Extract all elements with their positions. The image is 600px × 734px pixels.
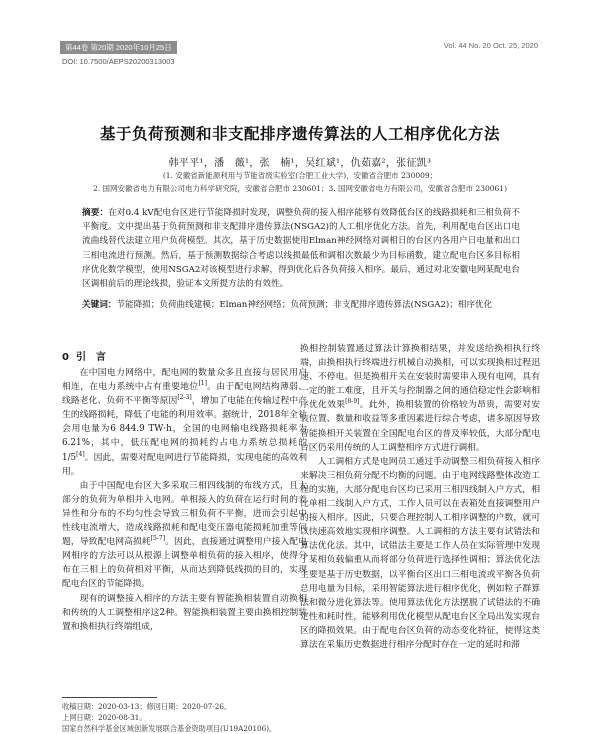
paragraph-text: ，增加了电能在传输过程中产生的线路损耗，降低了电能的利用效率。据统计，2018年全社会用电量为6 844.9 TW·h，全国的电网输电线路损耗率为6.21%，其中，低压配电网的损耗约占电力系统总损耗的1/5 [62, 396, 307, 463]
footnote-divider [62, 697, 157, 698]
citation[interactable]: [4] [76, 450, 85, 458]
affiliation-line-2: 2. 国网安徽省电力有限公司电力科学研究院，安徽省合肥市 230601；3. 国网安徽省电力有限公司，安徽省合肥市 230061) [92, 184, 508, 193]
affiliation-line-1: (1. 安徽省新能源利用与节能省级实验室(合肥工业大学)，安徽省合肥市 230009； [162, 171, 438, 180]
keywords [82, 298, 520, 312]
right-column [300, 342, 540, 652]
paragraph-text: 。因此，直接通过调整用户接入配电网相序的方法可以从根源上调整单相负荷的接入相序，使得分布在三相上的负荷相对平衡，从而达到降低线损的目的，实现配电台区的节能降损。 [62, 537, 307, 590]
left-column [62, 366, 307, 634]
citation[interactable]: [2-3] [177, 394, 192, 402]
keywords-text: 节能降损；负荷曲线建模；Elman神经网络；负荷预测；非支配排序遗传算法(NSGA2)；相序优化 [116, 300, 493, 310]
journal-issue-en: Vol. 44 No. 20 Oct. 25, 2020 [443, 41, 538, 50]
paragraph-text: 。由于配电网结构薄弱、线路老化、负荷不平衡等原因 [62, 382, 307, 407]
footnote-received: 收稿日期：2020-03-13；修回日期：2020-07-26。 [62, 702, 232, 711]
paragraph-text: 。因此，需要对配电网进行节能降损，实现电能的高效利用。 [62, 452, 307, 477]
section-title: 引 言 [75, 352, 106, 363]
paragraph [62, 479, 307, 592]
paragraph [62, 366, 307, 479]
paragraph [300, 342, 540, 455]
paragraph: 现有的调整接入相序的方法主要有智能换相装置自动换相和传统的人工调整相序这2种。智能换相装置主要由换相控制装置和换相执行终端组成， [62, 593, 307, 632]
abstract-text: 在对0.4 kV配电台区进行节能降损时发现，调整负荷的接入相序能够有效降低台区的线路损耗和三相负荷不平衡度。文中提出基于负荷预测和非支配排序遗传算法(NSGA2)的人工相序优化方法。首先，利用配电台区出口电流曲线替代法建立用户负荷模型。其次，基于历史数据使用Elman神经网络对调相日的台区内各用户日电量和出口三相电流进行预测。然后，基于预测数据综合考虑以线损最低和调相次数最少为目标函数，建立配电台区多目标相序优化数学模型，使用NSGA2对该模型进行求解，得到优化后各负荷接入相序。最后，通过对北安徽电网某配电台区调相前后的理论线损，验证本文所提方法的有效性。 [82, 208, 520, 290]
paragraph-text: 由于中国配电台区大多采取三相四线制的布线方式，且大部分的负荷为单相并入电网。单相接入的负荷在运行时间的差异性和分布的不均匀性会导致三相负荷不平衡，进而会引起中性线电流增大，造成线路损耗和配电变压器电能损耗加重等问题，导致配电网高损耗 [62, 480, 307, 548]
author-list: 韩平平¹，潘 薇¹，张 楠¹，吴红斌¹，仇茹嘉²，张征凯³ [168, 158, 432, 169]
doi[interactable]: DOI: 10.7500/AEPS20200313003 [62, 57, 175, 66]
paragraph: 人工调相方式是电网员工通过手动调整三相负荷接入相序来解决三相负荷分配不均衡的问题。由于电网线路整体改造工程的实施，大部分配电台区均已采用三相四线制入户方式，相比单相二线制入户方式，工作人员可以在表箱处直接调整用户的接入相序。因此，只要合理控制人工相序调整的户数，就可以快速高效地实现相序调整。人工调相的方法主要有试错法和算法优化法。其中，试错法主要是工作人员在实际管理中发现了某相负载偏重从而将部分负荷进行选择性调相；算法优化法主要是基于历史数据，以平衡台区出口三相电流或平衡各负荷总用电量为目标，采用智能算法进行相序优化，例如粒子群算法和微分进化算法等。使用算法优化方法摆脱了试错法的不确定性和耗时性，能够利用优化模型从配电台区全局出发实现台区的降损效果。由于配电台区负荷的动态变化特征，使得这类算法在采集历史数据进行相序分配时存在一定的延时和滞 [300, 456, 540, 650]
abstract-label: 摘要： [82, 208, 109, 218]
section-number: 0 [62, 352, 69, 363]
paragraph-text: 换相控制装置通过算法计算换相结果，并发送给换相执行终端，由换相执行终端进行机械自动换相，可以实现换相过程迅速、不停电。但是换相开关在安装时需要串入现有电网，具有一定的脏工难度，且开关与控制器之间的通信稳定性会影响相序优化效果 [300, 344, 540, 411]
section-heading [62, 348, 106, 363]
abstract [82, 206, 520, 291]
citation[interactable]: [5-7] [150, 535, 166, 543]
paper-title: 基于负荷预测和非支配排序遗传算法的人工相序优化方法 [99, 125, 500, 143]
citation[interactable]: [1] [198, 380, 207, 388]
keywords-label: 关键词： [82, 300, 117, 310]
footnote-online: 上网日期：2020-08-31。 [62, 713, 147, 722]
paragraph-text: 。此外，换相装置的价格较为昂贵，需要对安装位置、数量和收益等多重因素进行综合考虑，诸多原因导致智能换相开关装置在全国配电台区的普及率较低，大部分配电台区仍采用传统的人工调整相序方式进行调相。 [300, 400, 540, 453]
footnote-fund: 国家自然科学基金区域创新发展联合基金资助项目(U19A20106)。 [62, 724, 277, 733]
journal-issue-badge: 第44卷 第20期 2020年10月25日 [60, 41, 177, 54]
citation[interactable]: [8-9] [345, 398, 360, 406]
paragraph-text: 在中国电力网络中，配电网的数量众多且直接与居民用户相连，在电力系统中占有重要地位 [62, 368, 307, 393]
